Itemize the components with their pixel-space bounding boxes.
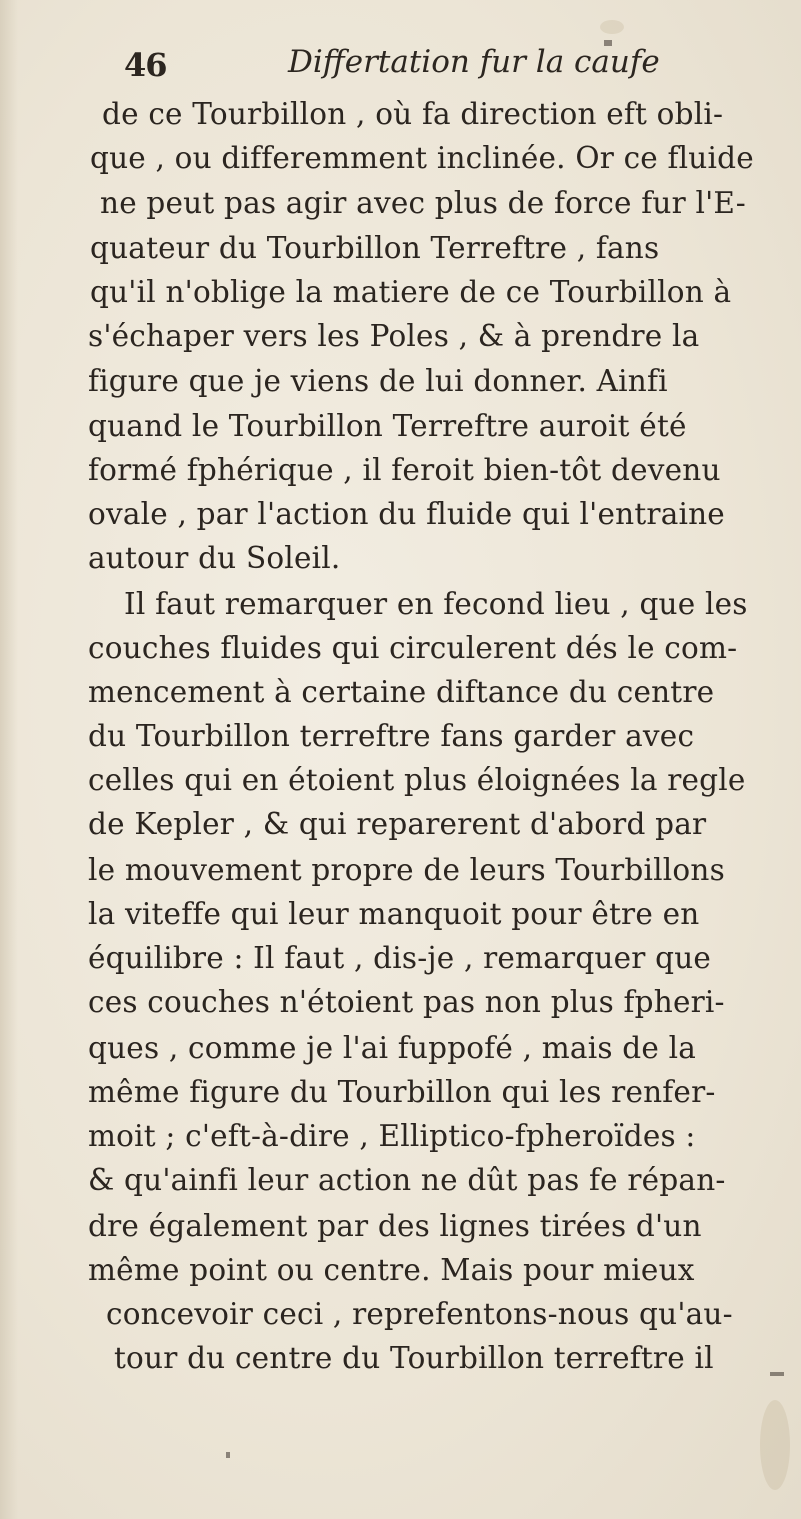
text-line: concevoir ceci , reprefentons-nous qu'au-	[106, 1297, 733, 1331]
text-line: qu'il n'oblige la matiere de ce Tourbillon à	[90, 275, 732, 309]
text-line: quateur du Tourbillon Terreftre , fans	[90, 231, 660, 265]
paper-stain	[600, 20, 624, 34]
page-edge-shadow	[0, 0, 18, 1519]
text-line: Il faut remarquer en fecond lieu , que les	[124, 587, 748, 621]
text-line: que , ou differemment inclinée. Or ce fluide	[90, 141, 754, 175]
text-line: & qu'ainfi leur action ne dût pas fe répan-	[88, 1163, 726, 1197]
running-title: Differtation fur la caufe	[288, 44, 660, 80]
text-line: même figure du Tourbillon qui les renfer-	[88, 1075, 716, 1109]
text-line: moit ; c'eft-à-dire , Elliptico-fpheroïdes :	[88, 1119, 696, 1153]
text-line: formé fphérique , il feroit bien-tôt devenu	[88, 453, 721, 487]
text-line: le mouvement propre de leurs Tourbillons	[88, 853, 725, 887]
text-line: équilibre : Il faut , dis-je , remarquer que	[88, 941, 712, 975]
text-line: ovale , par l'action du fluide qui l'entraine	[88, 497, 725, 531]
paper-stain	[760, 1400, 790, 1490]
text-line: dre également par des lignes tirées d'un	[88, 1209, 702, 1243]
page-number: 46	[124, 46, 167, 84]
text-line: mencement à certaine diftance du centre	[88, 675, 715, 709]
text-line: ne peut pas agir avec plus de force fur l'E-	[100, 186, 746, 220]
page-header	[124, 44, 724, 88]
text-line: de Kepler , & qui reparerent d'abord par	[88, 807, 707, 841]
text-line: tour du centre du Tourbillon terreftre il	[114, 1341, 714, 1375]
text-line: quand le Tourbillon Terreftre auroit été	[88, 409, 687, 443]
text-line: du Tourbillon terreftre fans garder avec	[88, 719, 695, 753]
text-line: ques , comme je l'ai fuppofé , mais de la	[88, 1031, 697, 1065]
text-line: ces couches n'étoient pas non plus fpheri-	[88, 985, 725, 1019]
text-line: couches fluides qui circulerent dés le com-	[88, 631, 738, 665]
text-line: de ce Tourbillon , où fa direction eft obli-	[102, 97, 724, 131]
text-line: même point ou centre. Mais pour mieux	[88, 1253, 695, 1287]
text-line: la viteffe qui leur manquoit pour être en	[88, 897, 700, 931]
text-line: celles qui en étoient plus éloignées la regle	[88, 763, 746, 797]
text-line: figure que je viens de lui donner. Ainfi	[88, 364, 668, 398]
text-line: autour du Soleil.	[88, 541, 341, 575]
scan-speck	[770, 1372, 784, 1376]
text-line: s'échaper vers les Poles , & à prendre la	[88, 319, 700, 353]
scan-speck	[226, 1452, 230, 1458]
